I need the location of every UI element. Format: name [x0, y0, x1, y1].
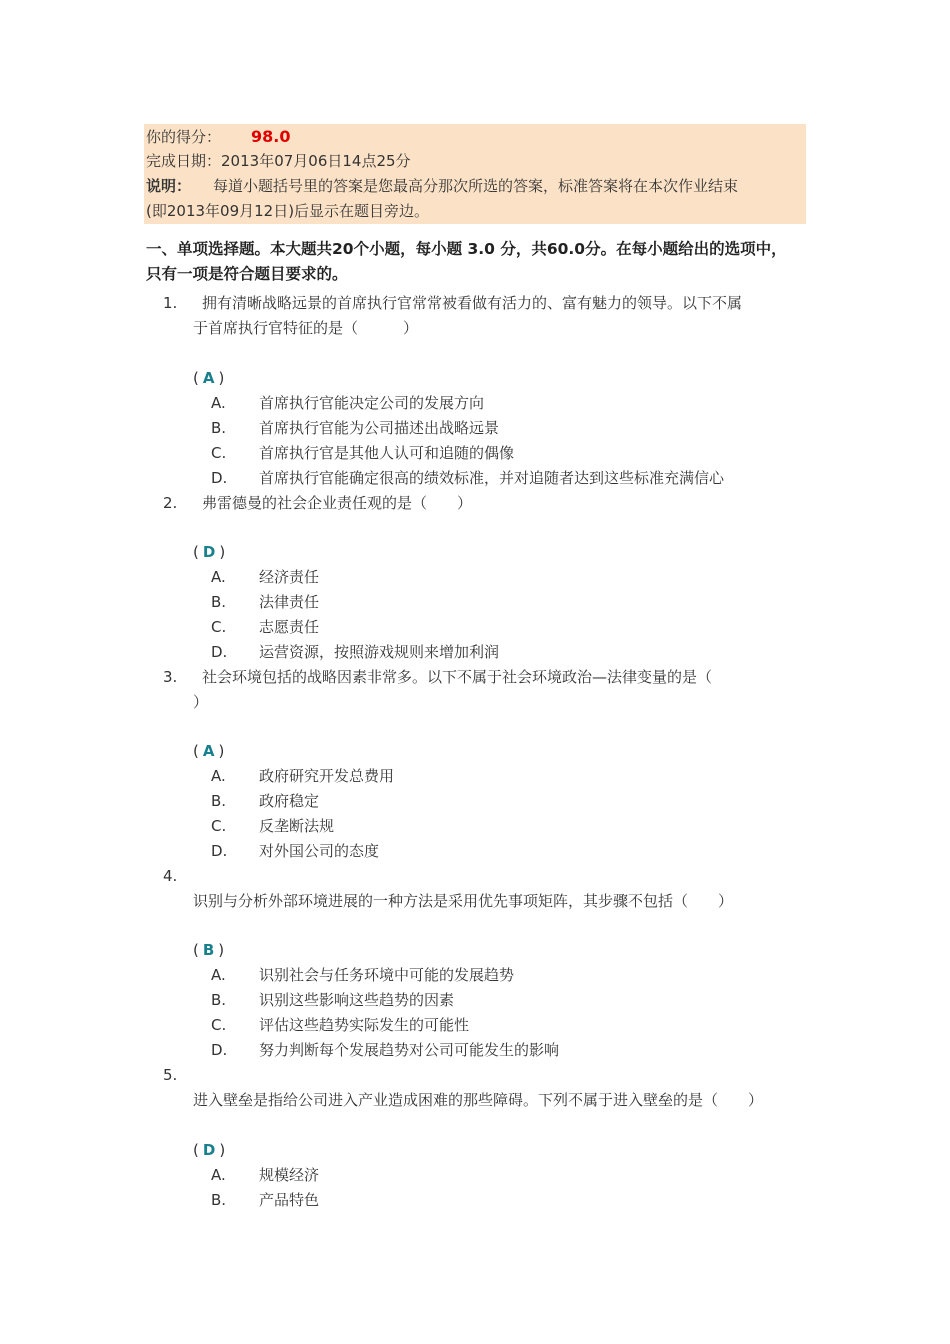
question-text-line: 拥有清晰战略远景的首席执行官常常被看做有活力的、富有魅力的领导。以下不属 — [202, 294, 743, 312]
option-text: 首席执行官能为公司描述出战略远景 — [259, 419, 500, 437]
option-text: 志愿责任 — [259, 618, 320, 636]
answer-close-paren: ) — [218, 742, 225, 760]
answer-open-paren: ( — [193, 1141, 199, 1159]
option-text: 评估这些趋势实际发生的可能性 — [259, 1016, 470, 1034]
answer-open-paren: ( — [193, 369, 199, 387]
option-text: 识别这些影响这些趋势的因素 — [259, 991, 455, 1009]
option-text: 反垄断法规 — [259, 817, 335, 835]
answer-close-paren: ) — [219, 1141, 226, 1159]
option-text: 运营资源，按照游戏规则来增加利润 — [259, 643, 500, 661]
note-text: 每道小题括号里的答案是您最高分那次所选的答案，标准答案将在本次作业结束 — [213, 177, 739, 195]
option-letter: B. — [211, 792, 227, 810]
option-letter: D. — [211, 842, 228, 860]
question-text-line: 进入壁垒是指给公司进入产业造成困难的那些障碍。下列不属于进入壁垒的是（ ） — [193, 1091, 764, 1109]
answer-close-paren: ) — [219, 543, 226, 561]
date-label: 完成日期： — [146, 152, 222, 170]
option-letter: C. — [211, 618, 227, 636]
note-row — [146, 174, 738, 199]
selected-answer — [193, 938, 224, 963]
answer-close-paren: ) — [218, 369, 225, 387]
option-letter: A. — [211, 394, 226, 412]
question-number: 5. — [163, 1066, 178, 1084]
question-number: 3. — [163, 668, 178, 686]
score-value: 98.0 — [251, 127, 291, 146]
question-text — [193, 291, 813, 341]
score-row — [146, 124, 291, 149]
answer-open-paren: ( — [193, 742, 199, 760]
section-heading — [146, 237, 826, 287]
question-text-line: 识别与分析外部环境进展的一种方法是采用优先事项矩阵，其步骤不包括（ ） — [193, 892, 734, 910]
option-letter: B. — [211, 593, 227, 611]
option-letter: C. — [211, 817, 227, 835]
option-text: 识别社会与任务环境中可能的发展趋势 — [259, 966, 515, 984]
option-letter: D. — [211, 469, 228, 487]
option-text: 规模经济 — [259, 1166, 320, 1184]
selected-answer — [193, 366, 224, 391]
question-text-line: 弗雷德曼的社会企业责任观的是（ ） — [202, 494, 473, 512]
option-letter: D. — [211, 643, 228, 661]
answer-letter: B — [202, 941, 215, 959]
answer-open-paren: ( — [193, 543, 199, 561]
answer-letter: D — [202, 543, 216, 561]
answer-open-paren: ( — [193, 941, 199, 959]
option-text: 政府稳定 — [259, 792, 320, 810]
completion-date-row — [146, 149, 411, 174]
selected-answer — [193, 1138, 225, 1163]
option-text: 首席执行官是其他人认可和追随的偶像 — [259, 444, 515, 462]
option-text: 法律责任 — [259, 593, 320, 611]
question-text — [193, 889, 813, 914]
question-number: 2. — [163, 494, 178, 512]
option-letter: A. — [211, 767, 226, 785]
section-heading-line-1: 一、单项选择题。本大题共20个小题，每小题 3.0 分，共60.0分。在每小题给出的选项中， — [146, 240, 787, 258]
option-text: 努力判断每个发展趋势对公司可能发生的影响 — [259, 1041, 560, 1059]
question-text-line: 于首席执行官特征的是（ ） — [193, 319, 419, 337]
option-letter: D. — [211, 1041, 228, 1059]
selected-answer — [193, 540, 225, 565]
option-letter: B. — [211, 419, 227, 437]
note-text-continued: (即2013年09月12日)后显示在题目旁边。 — [146, 202, 430, 220]
option-letter: A. — [211, 1166, 226, 1184]
question-text — [193, 1088, 813, 1113]
question-text-line: 社会环境包括的战略因素非常多。以下不属于社会环境政治—法律变量的是（ — [202, 668, 713, 686]
answer-letter: A — [202, 369, 215, 387]
option-letter: A. — [211, 966, 226, 984]
option-letter: A. — [211, 568, 226, 586]
option-text: 首席执行官能决定公司的发展方向 — [259, 394, 485, 412]
option-letter: C. — [211, 444, 227, 462]
note-label: 说明： — [146, 177, 192, 195]
option-letter: C. — [211, 1016, 227, 1034]
answer-close-paren: ) — [218, 941, 225, 959]
question-text — [193, 665, 813, 715]
section-heading-line-2: 只有一项是符合题目要求的。 — [146, 265, 348, 283]
question-number: 1. — [163, 294, 178, 312]
note-row-continued — [146, 199, 429, 224]
option-text: 经济责任 — [259, 568, 320, 586]
date-value: 2013年07月06日14点25分 — [221, 152, 411, 170]
option-text: 对外国公司的态度 — [259, 842, 380, 860]
answer-letter: A — [202, 742, 215, 760]
question-text-line: ） — [193, 693, 209, 711]
option-text: 首席执行官能确定很高的绩效标准，并对追随者达到这些标准充满信心 — [259, 469, 725, 487]
score-label: 你的得分： — [146, 128, 222, 146]
option-letter: B. — [211, 1191, 227, 1209]
option-text: 政府研究开发总费用 — [259, 767, 395, 785]
question-text — [193, 491, 813, 516]
answer-letter: D — [202, 1141, 216, 1159]
selected-answer — [193, 739, 224, 764]
option-letter: B. — [211, 991, 227, 1009]
question-number: 4. — [163, 867, 178, 885]
option-text: 产品特色 — [259, 1191, 320, 1209]
